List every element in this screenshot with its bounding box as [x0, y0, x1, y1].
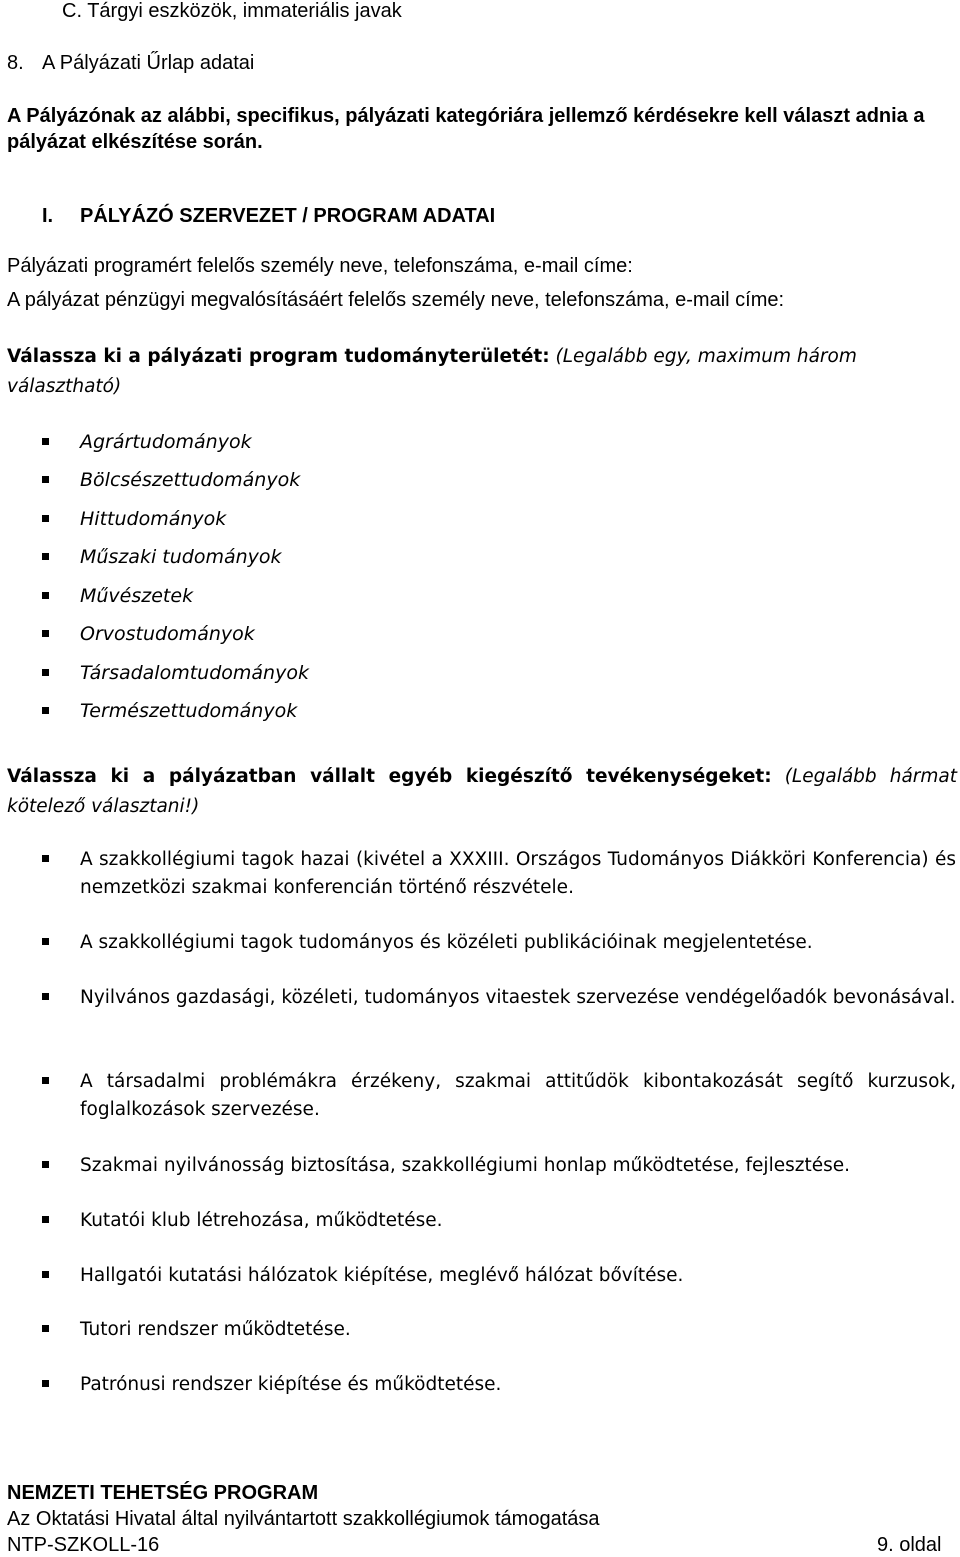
bullet-icon [42, 938, 49, 945]
bullet-icon [42, 553, 49, 560]
field-program-contact: Pályázati programért felelős személy neve, telefonszáma, e-mail címe: [7, 255, 633, 277]
section-8-number: 8. [7, 52, 24, 74]
list-item: A szakkollégiumi tagok hazai (kivétel a XXXIII. Országos Tudományos Diákköri Konferencia) és nemzetközi szakmai konferencián történő részvétele. [80, 849, 956, 898]
bullet-icon [42, 855, 49, 862]
question-science-text: Válassza ki a pályázati program tudományterületét: [7, 346, 550, 367]
question-activities-text: Válassza ki a pályázatban vállalt egyéb kiegészítő tevékenységeket: [7, 766, 772, 787]
bullet-icon [42, 993, 49, 1000]
intro-paragraph: A Pályázónak az alábbi, specifikus, pályázati kategóriára jellemző kérdésekre kell választ adnia a pályázat elkészítése során. [7, 105, 925, 153]
list-item: Kutatói klub létrehozása, működtetése. [80, 1210, 443, 1231]
question-science-field [7, 342, 957, 402]
section-8-heading [7, 52, 254, 75]
field-finance-contact: A pályázat pénzügyi megvalósításáért felelős személy neve, telefonszáma, e-mail címe: [7, 289, 785, 311]
bullet-icon [42, 669, 49, 676]
bullet-icon [42, 1380, 49, 1387]
list-item: Társadalomtudományok [80, 662, 309, 684]
footer-page-number: 9. oldal [877, 1534, 942, 1556]
question-activities [7, 762, 957, 822]
list-item: Műszaki tudományok [80, 546, 282, 568]
bullet-icon [42, 707, 49, 714]
section-8-title: A Pályázati Űrlap adatai [42, 52, 255, 74]
section-i-number: I. [42, 205, 54, 227]
list-item: Bölcsészettudományok [80, 469, 301, 491]
bullet-icon [42, 1325, 49, 1332]
bullet-icon [42, 1216, 49, 1223]
list-item: A társadalmi problémákra érzékeny, szakmai attitűdök kibontakozását segítő kurzusok, foglalkozások szervezése. [80, 1071, 956, 1120]
bullet-icon [42, 476, 49, 483]
list-item: Nyilvános gazdasági, közéleti, tudományos vitaestek szervezése vendégelőadók bevonásával. [80, 987, 956, 1008]
bullet-icon [42, 515, 49, 522]
bullet-icon [42, 1161, 49, 1168]
bullet-icon [42, 438, 49, 445]
section-i-title: PÁLYÁZÓ SZERVEZET / PROGRAM ADATAI [80, 205, 496, 227]
list-item: Művészetek [80, 585, 194, 607]
list-item: Szakmai nyilvánosság biztosítása, szakkollégiumi honlap működtetése, fejlesztése. [80, 1155, 850, 1176]
question-activities-note: (Legalább hármat kötelező választani!) [7, 766, 958, 817]
list-item: Hittudományok [80, 508, 227, 530]
section-c-heading: C. Tárgyi eszközök, immateriális javak [62, 0, 402, 22]
list-item: Patrónusi rendszer kiépítése és működtetése. [80, 1374, 502, 1395]
section-i-heading [42, 205, 495, 228]
bullet-icon [42, 630, 49, 637]
bullet-icon [42, 1271, 49, 1278]
list-item: Tutori rendszer működtetése. [80, 1319, 351, 1340]
list-item: Agrártudományok [80, 431, 252, 453]
list-item: Természettudományok [80, 700, 298, 722]
question-science-note: (Legalább egy, maximum három választható) [7, 346, 857, 397]
list-item: Hallgatói kutatási hálózatok kiépítése, meglévő hálózat bővítése. [80, 1265, 684, 1286]
list-item: Orvostudományok [80, 623, 255, 645]
footer-code: NTP-SZKOLL-16 [7, 1534, 160, 1556]
footer-program-name: NEMZETI TEHETSÉG PROGRAM [7, 1482, 319, 1504]
bullet-icon [42, 1077, 49, 1084]
footer-subtitle: Az Oktatási Hivatal által nyilvántartott szakkollégiumok támogatása [7, 1508, 600, 1530]
bullet-icon [42, 592, 49, 599]
list-item: A szakkollégiumi tagok tudományos és közéleti publikációinak megjelentetése. [80, 932, 813, 953]
